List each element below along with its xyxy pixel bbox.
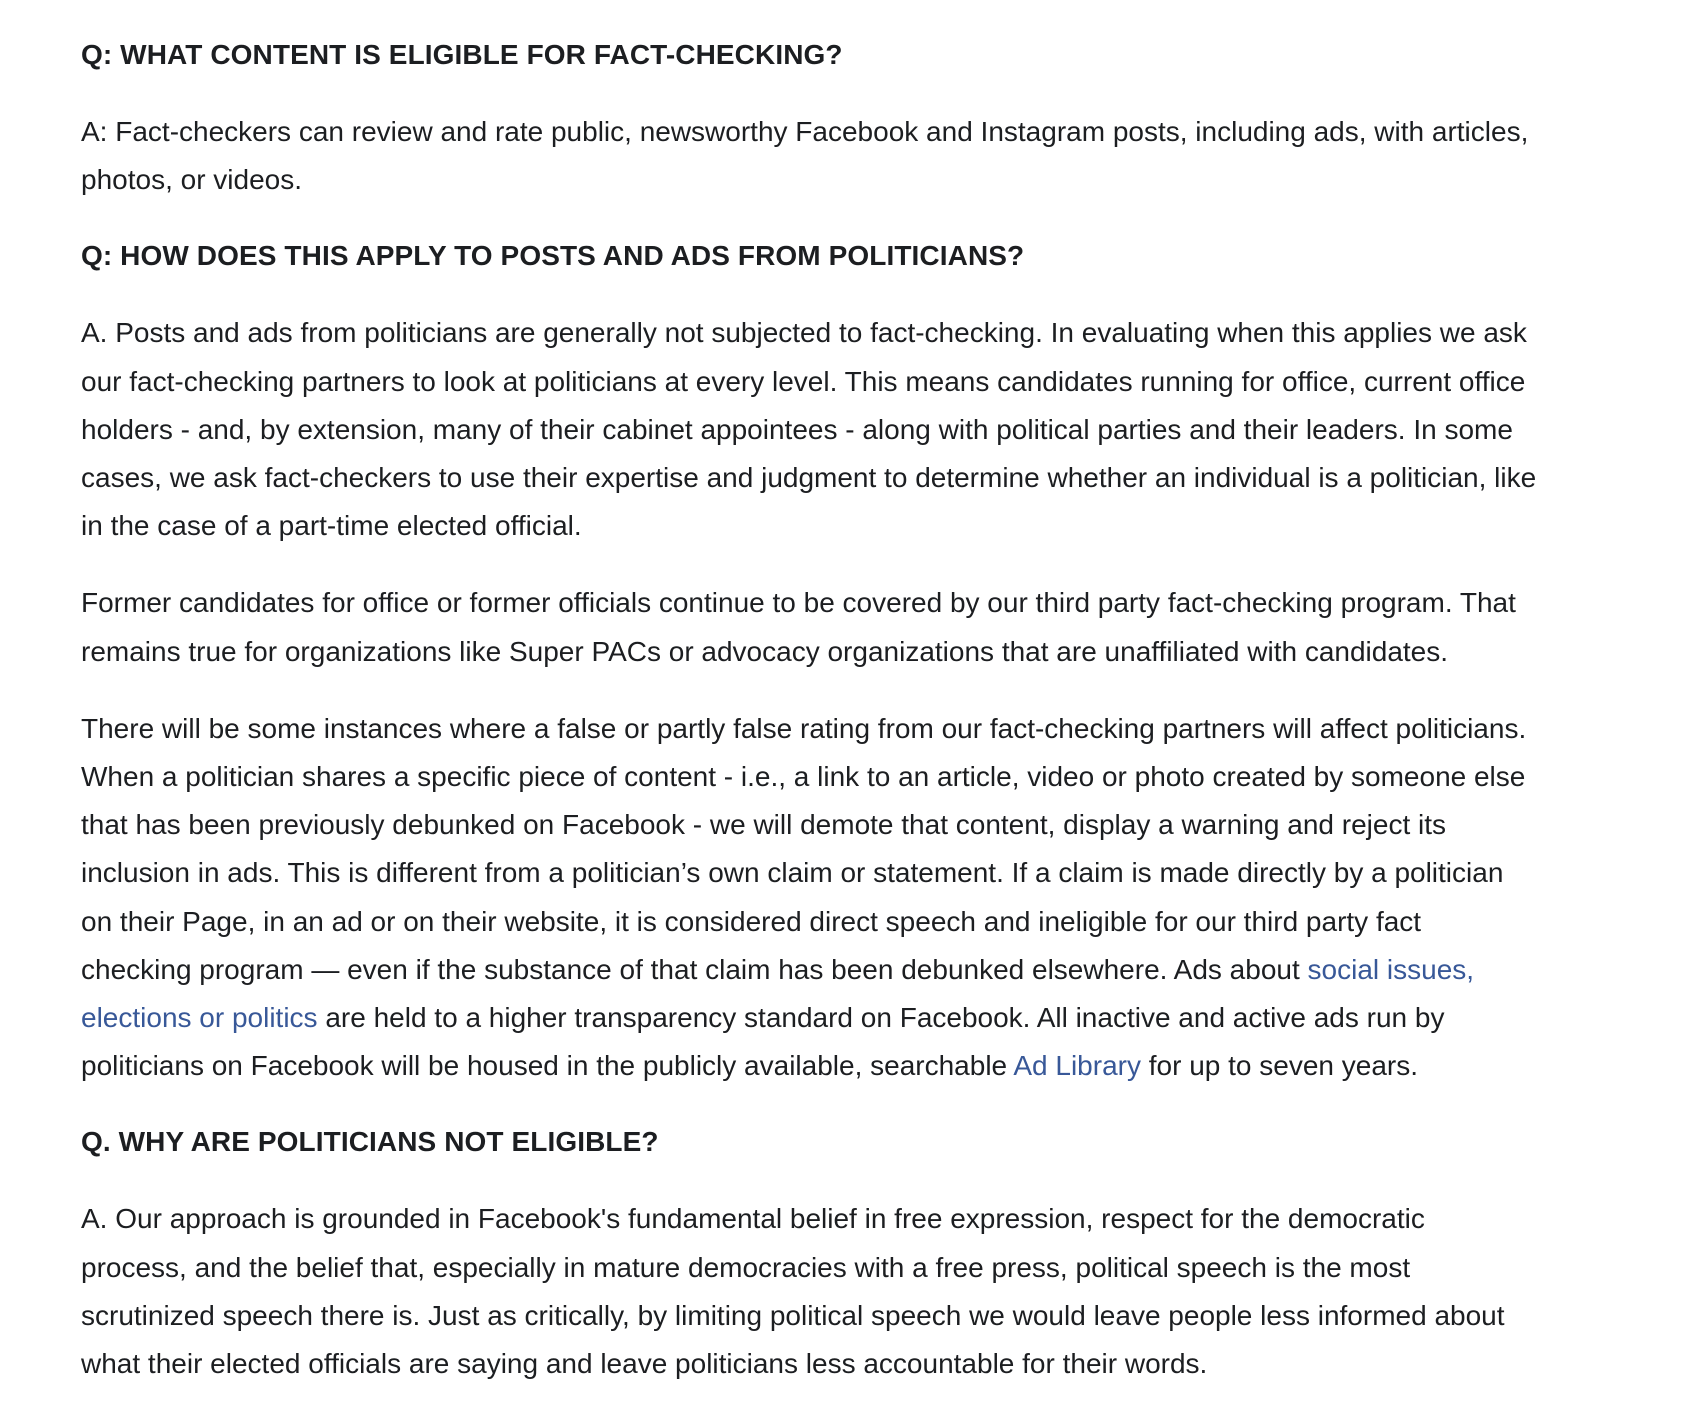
answer-line: inclusion in ads. This is different from a politician’s own claim or statement. If a claim is made directly by a politician (81, 857, 1504, 889)
answer-line: that has been previously debunked on Facebook - we will demote that content, display a warning and reject its (81, 809, 1447, 841)
answer-line: checking program — even if the substance of that claim has been debunked elsewhere. Ads about (81, 953, 1308, 985)
answer-paragraph-eligible-content (81, 108, 1661, 204)
answer-line: for up to seven years. (1140, 1050, 1419, 1082)
answer-line: A. Our approach is grounded in Facebook's fundamental belief in free expression, respect for the democratic (81, 1203, 1425, 1235)
answer-paragraph-politicians-3 (81, 705, 1661, 1091)
answer-paragraph-why-not-eligible (81, 1195, 1661, 1388)
faq-content (81, 32, 1661, 1388)
answer-line: what their elected officials are saying and leave politicians less accountable for their words. (81, 1348, 1208, 1380)
answer-line: holders - and, by extension, many of their cabinet appointees - along with political parties and their leaders. In some (81, 413, 1513, 445)
answer-paragraph-politicians-2 (81, 579, 1661, 675)
answer-line: Former candidates for office or former officials continue to be covered by our third party fact-checking program. That (81, 587, 1516, 619)
answer-line: process, and the belief that, especially in mature democracies with a free press, political speech is the most (81, 1251, 1411, 1283)
answer-line: on their Page, in an ad or on their website, it is considered direct speech and ineligible for our third party fact (81, 905, 1422, 937)
answer-line: in the case of a part-time elected official. (81, 510, 582, 542)
question-heading-politicians: Q: HOW DOES THIS APPLY TO POSTS AND ADS FROM POLITICIANS? (81, 240, 1025, 272)
answer-line: are held to a higher transparency standard on Facebook. All inactive and active ads run by (317, 1002, 1445, 1034)
answer-line: A: Fact-checkers can review and rate public, newsworthy Facebook and Instagram posts, including ads, with articles, (81, 116, 1529, 147)
answer-line: When a politician shares a specific piece of content - i.e., a link to an article, video or photo created by someone else (81, 761, 1526, 793)
answer-paragraph-politicians-1 (81, 309, 1661, 550)
social-issues-elections-politics-link-continued[interactable]: elections or politics (81, 1002, 318, 1034)
answer-line: cases, we ask fact-checkers to use their expertise and judgment to determine whether an individual is a politician, like (81, 462, 1537, 494)
answer-line: remains true for organizations like Super PACs or advocacy organizations that are unaffiliated with candidates. (81, 635, 1449, 667)
question-heading-why-not-eligible: Q. WHY ARE POLITICIANS NOT ELIGIBLE? (81, 1126, 659, 1158)
answer-line: There will be some instances where a false or partly false rating from our fact-checking partners will affect politicians. (81, 712, 1527, 744)
answer-line: scrutinized speech there is. Just as critically, by limiting political speech we would leave people less informed about (81, 1299, 1505, 1331)
answer-line: A. Posts and ads from politicians are generally not subjected to fact-checking. In evaluating when this applies we ask (81, 317, 1527, 349)
social-issues-elections-politics-link[interactable]: social issues, (1307, 953, 1475, 985)
answer-line: our fact-checking partners to look at politicians at every level. This means candidates running for office, current office (81, 365, 1526, 397)
answer-line: politicians on Facebook will be housed in the publicly available, searchable (81, 1050, 1014, 1082)
ad-library-link[interactable]: Ad Library (1013, 1050, 1141, 1082)
answer-line: photos, or videos. (81, 164, 303, 196)
question-heading-eligible-content: Q: WHAT CONTENT IS ELIGIBLE FOR FACT-CHECKING? (81, 39, 843, 70)
